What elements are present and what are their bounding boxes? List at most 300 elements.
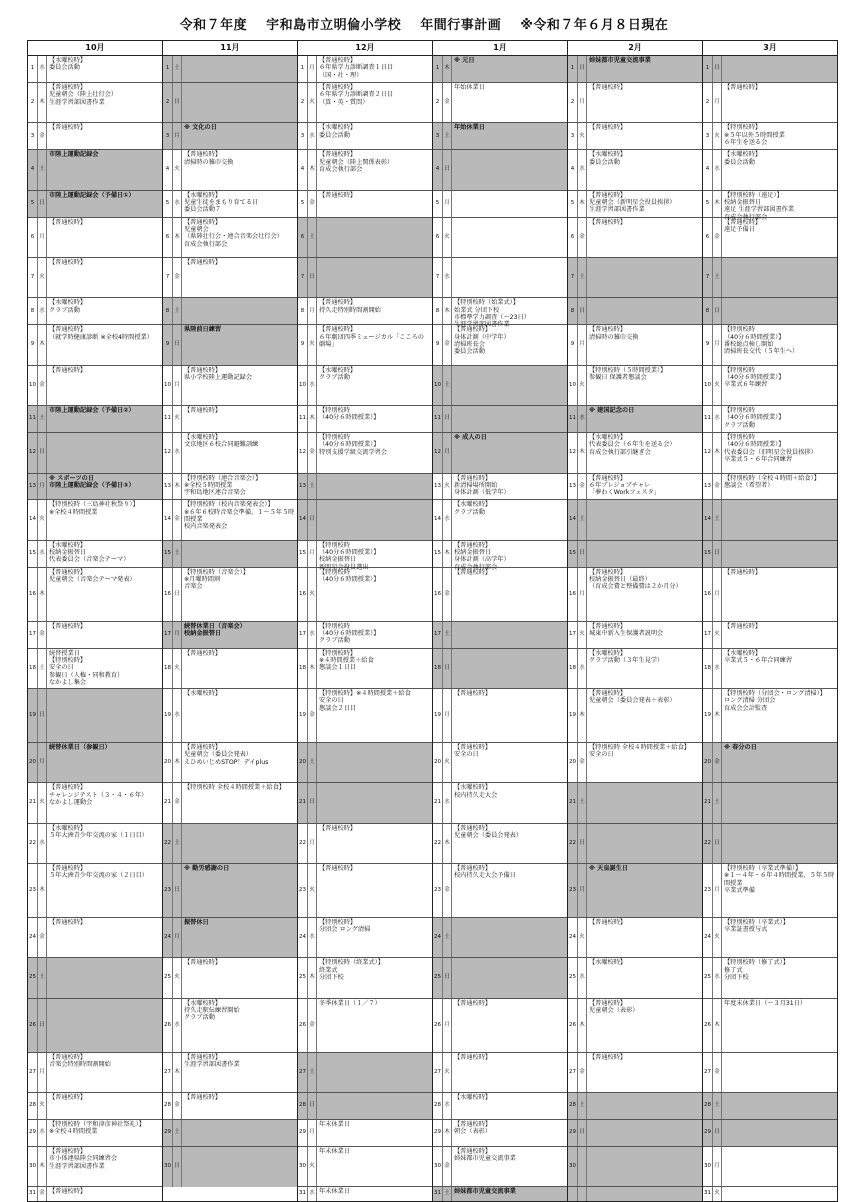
day-cell bbox=[568, 999, 702, 1053]
day-number: 1 bbox=[298, 56, 308, 82]
day-weekday: 日 bbox=[173, 568, 182, 621]
day-number: 22 bbox=[568, 824, 578, 863]
day-weekday: 火 bbox=[713, 622, 722, 648]
day-cell bbox=[433, 1093, 567, 1120]
day-events: 【普通校時】 bbox=[49, 1094, 87, 1102]
day-number: 27 bbox=[28, 1053, 38, 1092]
day-cell bbox=[28, 1053, 162, 1093]
day-events: 【普通校時】 bbox=[319, 191, 357, 199]
day-cell bbox=[568, 500, 702, 540]
day-events: 【普通校時】 bbox=[49, 1188, 87, 1196]
day-number: 30 bbox=[163, 1147, 173, 1187]
day-cell bbox=[433, 218, 567, 258]
day-number: 20 bbox=[433, 743, 443, 782]
day-number: 28 bbox=[298, 1093, 308, 1119]
day-number: 30 bbox=[298, 1147, 308, 1186]
day-weekday: 土 bbox=[173, 541, 182, 567]
day-cell bbox=[28, 1120, 162, 1147]
day-number: 29 bbox=[433, 1120, 443, 1146]
day-weekday: 月 bbox=[173, 123, 182, 149]
month-columns bbox=[28, 56, 837, 1201]
day-weekday: 火 bbox=[443, 474, 452, 500]
day-events: 【普通校時】 ６年プレジョブチャレ 「夢わくWorkフェスタ」 bbox=[589, 474, 661, 497]
day-cell bbox=[28, 999, 162, 1053]
day-events bbox=[317, 500, 432, 539]
day-events bbox=[722, 258, 837, 297]
day-weekday: 水 bbox=[38, 824, 47, 863]
day-events: 【普通校時】 ６年県学力診断調査２日目 （算・英・質問） bbox=[319, 83, 394, 106]
day-events bbox=[182, 541, 297, 567]
day-events: 【特別校時 （40分６時間授業）】 番校総点検し開始 清掃班長交代（５年生へ） bbox=[724, 326, 799, 356]
day-number: 12 bbox=[568, 433, 578, 472]
day-events bbox=[317, 1053, 432, 1092]
day-number: 1 bbox=[568, 56, 578, 82]
day-number: 30 bbox=[703, 1147, 713, 1186]
day-events bbox=[722, 298, 837, 324]
day-weekday: 金 bbox=[713, 1053, 722, 1092]
day-cell bbox=[433, 150, 567, 190]
day-number: 23 bbox=[298, 864, 308, 917]
day-cell bbox=[568, 649, 702, 689]
day-number: 7 bbox=[163, 258, 173, 297]
day-number: 11 bbox=[703, 406, 713, 432]
day-number: 26 bbox=[163, 999, 173, 1052]
day-cell bbox=[28, 258, 162, 298]
title-school: 宇和島市立明倫小学校 bbox=[266, 18, 402, 33]
day-weekday: 木 bbox=[38, 325, 47, 364]
day-events: 【普通校時】 bbox=[184, 1094, 222, 1102]
day-events bbox=[722, 1120, 837, 1146]
day-cell bbox=[568, 191, 702, 218]
day-cell bbox=[163, 824, 297, 864]
day-number: 25 bbox=[28, 958, 38, 997]
day-cell bbox=[433, 649, 567, 689]
day-events: 年末休業日 bbox=[319, 1121, 350, 1129]
day-cell bbox=[298, 999, 432, 1053]
day-cell bbox=[703, 56, 837, 83]
day-cell bbox=[28, 83, 162, 123]
day-events: 【普通校時】 チャレンジテスト（３・４・６年） なかよし運動会 bbox=[49, 784, 148, 806]
day-number: 25 bbox=[298, 958, 308, 997]
day-cell bbox=[433, 958, 567, 998]
day-cell bbox=[703, 864, 837, 918]
day-number: 29 bbox=[163, 1120, 173, 1146]
day-cell bbox=[298, 56, 432, 83]
day-cell bbox=[28, 56, 162, 83]
day-number: 13 bbox=[28, 474, 38, 500]
day-events: 【普通校時】 bbox=[454, 690, 492, 698]
day-number: 8 bbox=[163, 298, 173, 324]
day-events: 【特別校時（三島神社秋祭り）】 ※全校４時間授業 bbox=[49, 501, 139, 516]
day-cell bbox=[703, 783, 837, 823]
day-number: 6 bbox=[568, 218, 578, 257]
day-events: ※ スポーツの日 市陸上運動記録会（予備日③） bbox=[49, 474, 135, 489]
day-number: 21 bbox=[298, 783, 308, 822]
day-cell bbox=[163, 298, 297, 325]
day-events: 【水曜校時】 代表委員会（６年生を送る会） 育成会執行部引継ぎ会 bbox=[589, 434, 676, 456]
day-cell bbox=[163, 689, 297, 743]
day-cell bbox=[703, 541, 837, 568]
month-header-row bbox=[28, 41, 837, 56]
day-number: 9 bbox=[568, 325, 578, 364]
day-number: 19 bbox=[28, 689, 38, 742]
day-number: 15 bbox=[433, 541, 443, 567]
day-events: 【水曜校時】 委員会活動 bbox=[724, 151, 762, 166]
day-weekday: 日 bbox=[38, 191, 47, 217]
month-column bbox=[297, 56, 432, 1201]
day-cell bbox=[28, 298, 162, 325]
day-number: 21 bbox=[28, 783, 38, 822]
day-weekday: 火 bbox=[713, 123, 722, 149]
day-weekday: 日 bbox=[713, 1120, 722, 1146]
day-number: 11 bbox=[28, 406, 38, 432]
day-events: 【水曜校時】 委員会活動 bbox=[49, 57, 87, 72]
day-events: 【普通校時】 bbox=[589, 919, 627, 926]
day-events: 【水曜校時】 校納金振替日 代表委員会（音楽会テーマ） bbox=[49, 541, 130, 564]
day-cell bbox=[298, 325, 432, 365]
day-cell bbox=[28, 918, 162, 958]
day-cell bbox=[703, 1053, 837, 1093]
day-weekday: 火 bbox=[38, 783, 47, 822]
day-weekday: 日 bbox=[443, 649, 452, 688]
day-weekday: 日 bbox=[173, 864, 182, 917]
day-events: ※ 建国記念の日 bbox=[589, 407, 635, 415]
day-number: 24 bbox=[703, 918, 713, 957]
day-events: 【普通校時】 bbox=[184, 407, 222, 415]
day-cell bbox=[163, 218, 297, 258]
day-number: 9 bbox=[703, 325, 713, 364]
day-events: 【普通校時】 市小体連県陸会同練習会 生涯学習部図書作業 bbox=[49, 1147, 118, 1170]
day-events: 【普通校時】 清掃時の雑巾交換 bbox=[184, 151, 234, 166]
day-weekday: 土 bbox=[443, 366, 452, 405]
day-number: 18 bbox=[703, 649, 713, 688]
day-events: 【普通校時】 bbox=[184, 649, 222, 657]
day-weekday: 月 bbox=[443, 999, 452, 1052]
day-number: 29 bbox=[703, 1120, 713, 1146]
day-weekday: 土 bbox=[578, 258, 587, 297]
day-events: 【普通校時】 bbox=[454, 1053, 492, 1061]
day-weekday: 日 bbox=[713, 824, 722, 863]
day-cell bbox=[298, 824, 432, 864]
day-events: 姉妹都市児童交流事業 bbox=[454, 1188, 516, 1196]
day-number: 13 bbox=[568, 474, 578, 500]
day-weekday: 月 bbox=[308, 56, 317, 82]
day-weekday: 土 bbox=[38, 406, 47, 432]
day-events bbox=[452, 649, 567, 688]
day-events: 県陸前日練習 bbox=[184, 326, 222, 334]
day-number: 7 bbox=[568, 258, 578, 297]
day-number: 28 bbox=[568, 1093, 578, 1119]
day-cell bbox=[433, 298, 567, 329]
day-events: 【普通校時】 身体計測（中学年） 清掃班長会 委員会活動 bbox=[454, 326, 510, 356]
day-events bbox=[452, 191, 567, 217]
day-events: 【普通校時】 児童朝会（委員会発表） bbox=[454, 824, 523, 840]
day-cell bbox=[568, 824, 702, 864]
day-number: 12 bbox=[433, 433, 443, 472]
day-number: 17 bbox=[163, 622, 173, 648]
day-weekday: 金 bbox=[173, 500, 182, 539]
day-events: 【特別校時（宇和津彦神社祭礼）】 ※全校４時間授業 bbox=[49, 1121, 145, 1136]
day-events: 【特別校時 全校４時間授業＋給食】 bbox=[184, 784, 285, 792]
day-cell bbox=[163, 123, 297, 150]
day-events: 【普通校時】 児童朝会（陸上関係表彰） 育成会執行部会 bbox=[319, 151, 394, 173]
day-events: 【普通校時】 bbox=[589, 83, 627, 91]
day-events: 【普通校時】 校納金振替日（最終） （育成会費と整備費は２か月分） bbox=[589, 568, 682, 591]
day-events bbox=[317, 258, 432, 297]
day-weekday: 月 bbox=[38, 1053, 47, 1092]
day-events: 【普通校時】 bbox=[184, 959, 222, 967]
day-events: 【普通校時】 bbox=[49, 124, 87, 132]
day-events: 続替休業日（参観日） bbox=[49, 743, 111, 751]
day-cell bbox=[568, 1053, 702, 1093]
day-number: 14 bbox=[703, 500, 713, 539]
day-number: 21 bbox=[568, 783, 578, 822]
day-weekday: 水 bbox=[308, 366, 317, 405]
day-number: 17 bbox=[703, 622, 713, 648]
day-number: 8 bbox=[28, 298, 38, 324]
day-cell bbox=[433, 568, 567, 622]
day-number: 18 bbox=[568, 649, 578, 688]
day-cell bbox=[568, 325, 702, 365]
day-weekday: 土 bbox=[443, 622, 452, 648]
day-cell bbox=[433, 474, 567, 501]
day-number: 28 bbox=[433, 1093, 443, 1119]
day-cell bbox=[163, 743, 297, 783]
day-events: 【普通校時】 児童朝会（委員会発表＋表彰） bbox=[589, 690, 676, 705]
day-events bbox=[182, 1147, 297, 1187]
day-events: 【特別校時（始業式）】 始業式 分団下校 市標準学力調査（〜23日） 生涯学習部図書作業 bbox=[454, 299, 530, 329]
day-number: 5 bbox=[28, 191, 38, 217]
day-number: 5 bbox=[568, 191, 578, 217]
day-events bbox=[47, 689, 162, 742]
month-column bbox=[567, 56, 702, 1201]
day-weekday: 金 bbox=[578, 218, 587, 257]
day-number: 22 bbox=[28, 824, 38, 863]
day-number: 19 bbox=[568, 689, 578, 742]
day-events bbox=[722, 56, 837, 82]
day-weekday: 日 bbox=[578, 298, 587, 324]
day-number: 2 bbox=[433, 83, 443, 122]
day-cell bbox=[163, 150, 297, 190]
day-number: 14 bbox=[568, 500, 578, 539]
day-number: 16 bbox=[568, 568, 578, 621]
day-cell bbox=[568, 1147, 702, 1187]
day-events: 【特別校時】※４時間授業＋給食 安全の日 懇談会２日目 bbox=[319, 690, 411, 712]
day-number: 22 bbox=[298, 824, 308, 863]
day-number: 12 bbox=[298, 433, 308, 472]
day-number: 3 bbox=[163, 123, 173, 149]
day-weekday: 火 bbox=[443, 218, 452, 257]
day-weekday: 木 bbox=[713, 433, 722, 472]
day-events: 【特別校時 （40分６時間授業）】 クラブ活動 bbox=[319, 622, 380, 645]
day-weekday: 金 bbox=[308, 191, 317, 217]
day-number: 3 bbox=[703, 123, 713, 149]
day-cell bbox=[28, 649, 162, 689]
day-weekday: 木 bbox=[443, 298, 452, 324]
day-cell bbox=[28, 191, 162, 218]
day-weekday: 月 bbox=[713, 83, 722, 122]
day-events: 【普通校時】 児童朝会（表彰） bbox=[589, 999, 639, 1015]
day-number: 8 bbox=[298, 298, 308, 324]
day-weekday: 土 bbox=[308, 1053, 317, 1092]
day-events: 年始休業日 bbox=[454, 83, 485, 91]
day-cell bbox=[433, 689, 567, 743]
day-events: 【水曜校時】 クラブ活動 bbox=[454, 501, 492, 516]
day-cell bbox=[298, 568, 432, 622]
day-events: 【特別校時（音楽会）】 ※月曜時間割 音楽会 bbox=[184, 568, 249, 591]
day-cell bbox=[703, 258, 837, 298]
day-number: 24 bbox=[298, 918, 308, 957]
day-weekday: 日 bbox=[173, 83, 182, 122]
day-number: 19 bbox=[298, 689, 308, 742]
day-cell bbox=[163, 433, 297, 473]
day-weekday: 日 bbox=[308, 783, 317, 822]
day-number: 8 bbox=[433, 298, 443, 324]
day-number: 11 bbox=[568, 406, 578, 432]
day-events: ※ 文化の日 bbox=[184, 124, 217, 132]
day-events: 【水曜校時】 持久走駅伝練習開始 クラブ活動 bbox=[184, 999, 240, 1022]
month-header-jan: 1月 bbox=[432, 41, 567, 55]
day-number: 10 bbox=[298, 366, 308, 405]
day-number: 6 bbox=[703, 218, 713, 257]
day-cell bbox=[298, 433, 432, 473]
day-events: 【水曜校時】 校内持久走大会 bbox=[454, 784, 498, 799]
day-events: 市陸上運動記録会（予備日②） bbox=[49, 407, 135, 415]
day-events bbox=[317, 1093, 432, 1119]
day-events: 【普通校時】 児童朝会（音楽会テーマ発表） bbox=[49, 568, 136, 584]
day-number: 24 bbox=[433, 918, 443, 957]
day-number: 10 bbox=[28, 366, 38, 405]
day-events: 年度末休業日（〜３月31日） bbox=[724, 999, 807, 1007]
day-weekday: 土 bbox=[173, 298, 182, 324]
day-weekday: 金 bbox=[38, 123, 47, 149]
day-number: 7 bbox=[28, 258, 38, 297]
title-year: 令和７年度 bbox=[179, 18, 248, 33]
day-cell bbox=[163, 568, 297, 622]
day-weekday: 木 bbox=[308, 150, 317, 189]
day-weekday: 木 bbox=[38, 1147, 47, 1186]
day-weekday: 金 bbox=[308, 999, 317, 1052]
day-weekday: 木 bbox=[443, 1120, 452, 1146]
day-events: 【普通校時】 児童朝会 （県陸壮行会・連合音楽会壮行会） 育成会執行部会 bbox=[184, 218, 283, 248]
day-cell bbox=[298, 83, 432, 123]
day-cell bbox=[28, 541, 162, 568]
day-events bbox=[587, 783, 702, 822]
day-weekday: 日 bbox=[38, 999, 47, 1052]
day-cell bbox=[568, 123, 702, 150]
day-weekday: 水 bbox=[38, 298, 47, 324]
day-cell bbox=[433, 999, 567, 1053]
day-weekday: 日 bbox=[173, 1147, 182, 1187]
day-weekday: 火 bbox=[38, 258, 47, 297]
day-number: 29 bbox=[568, 1120, 578, 1146]
day-cell bbox=[298, 649, 432, 689]
day-number: 4 bbox=[433, 150, 443, 189]
day-number: 13 bbox=[298, 474, 308, 500]
day-cell bbox=[298, 191, 432, 218]
day-weekday: 日 bbox=[173, 325, 182, 364]
day-events: ※ 天皇誕生日 bbox=[589, 865, 629, 873]
day-number: 11 bbox=[298, 406, 308, 432]
day-number: 17 bbox=[568, 622, 578, 648]
day-weekday: 日 bbox=[578, 1120, 587, 1146]
day-cell bbox=[703, 918, 837, 958]
day-weekday: 水 bbox=[38, 541, 47, 567]
day-weekday: 金 bbox=[713, 474, 722, 500]
day-events bbox=[182, 1120, 297, 1146]
day-weekday: 月 bbox=[38, 743, 47, 782]
day-weekday: 火 bbox=[38, 1093, 47, 1119]
day-number: 5 bbox=[703, 191, 713, 217]
day-events: 【特別校時（修了式）】 修了式 分団下校 bbox=[724, 959, 789, 981]
day-number: 10 bbox=[568, 366, 578, 405]
day-number: 24 bbox=[28, 918, 38, 957]
day-weekday: 日 bbox=[713, 56, 722, 82]
day-cell bbox=[298, 298, 432, 325]
day-number: 1 bbox=[433, 56, 443, 82]
day-weekday: 木 bbox=[713, 999, 722, 1052]
day-weekday: 水 bbox=[173, 999, 182, 1052]
day-weekday: 木 bbox=[578, 433, 587, 472]
day-number: 21 bbox=[163, 783, 173, 822]
day-weekday: 金 bbox=[173, 258, 182, 297]
day-cell bbox=[433, 622, 567, 649]
day-cell bbox=[298, 366, 432, 406]
day-weekday: 金 bbox=[713, 218, 722, 257]
day-number: 2 bbox=[298, 83, 308, 122]
day-number: 14 bbox=[28, 500, 38, 539]
day-cell bbox=[163, 500, 297, 540]
day-cell bbox=[703, 500, 837, 540]
day-cell bbox=[703, 824, 837, 864]
day-events: 【特別校時（連合音楽会）】 ※全校５時間授業 宇和島地区連合音楽会 bbox=[184, 474, 262, 497]
day-cell bbox=[28, 366, 162, 406]
day-weekday: 日 bbox=[443, 406, 452, 432]
day-events: 【普通校時】 持久走特別時間割開始 bbox=[319, 299, 381, 314]
day-weekday: 金 bbox=[308, 689, 317, 742]
day-number: 26 bbox=[28, 999, 38, 1052]
day-number: 2 bbox=[28, 83, 38, 122]
day-weekday: 火 bbox=[713, 1187, 722, 1200]
day-number: 26 bbox=[298, 999, 308, 1052]
day-events: 【普通校時】 新清掃場所開始 身体計測（低学年） bbox=[454, 474, 510, 497]
day-number: 28 bbox=[163, 1093, 173, 1119]
day-number: 4 bbox=[568, 150, 578, 189]
day-weekday: 土 bbox=[713, 783, 722, 822]
day-number: 27 bbox=[298, 1053, 308, 1092]
day-events bbox=[722, 1147, 837, 1186]
day-cell bbox=[163, 83, 297, 123]
day-events: 【水曜校時】 卒業式５・６年合同練習 bbox=[724, 649, 793, 664]
day-weekday: 火 bbox=[308, 864, 317, 917]
day-number: 20 bbox=[163, 743, 173, 782]
day-cell bbox=[433, 1187, 567, 1200]
day-cell bbox=[433, 258, 567, 298]
day-weekday: 火 bbox=[173, 649, 182, 688]
day-weekday: 火 bbox=[713, 366, 722, 405]
day-number: 1 bbox=[28, 56, 38, 82]
day-weekday: 水 bbox=[308, 622, 317, 648]
day-events: 【普通校時】 児童朝会（陸上壮行会） 生涯学習部図書作業 bbox=[49, 83, 118, 106]
day-weekday: 木 bbox=[308, 406, 317, 432]
day-weekday: 木 bbox=[578, 999, 587, 1052]
day-weekday: 日 bbox=[443, 958, 452, 997]
day-number: 30 bbox=[433, 1147, 443, 1186]
day-number: 18 bbox=[433, 649, 443, 688]
day-number: 3 bbox=[28, 123, 38, 149]
day-events bbox=[452, 918, 567, 957]
day-weekday: 月 bbox=[578, 864, 587, 917]
